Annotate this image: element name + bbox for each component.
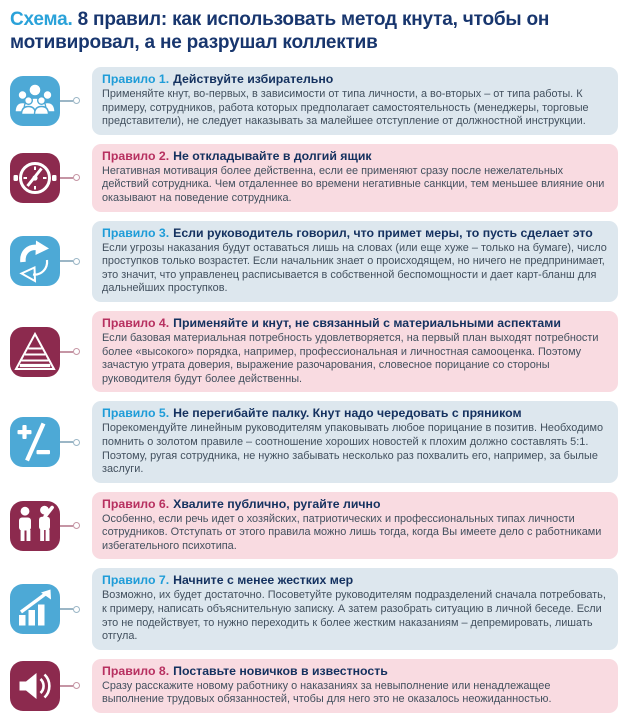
rule-row-4 (10, 311, 618, 392)
title-text: 8 правил: как использовать метод кнута, чтобы он мотивировал, а не разрушал коллектив (10, 9, 550, 53)
rule-label: Правило 8. (102, 663, 170, 678)
rule-label: Правило 3. (102, 225, 170, 240)
rule-body-text: Применяйте кнут, во-первых, в зависимости от типа личности, а во-вторых – от типа работы. К примеру, сотрудников, работа которых предполагает самостоятельность (менеджеры, торговые представители), не следует наказывать за малейшее отступление от должностной инструкции. (102, 88, 589, 128)
loudspeaker-icon (10, 661, 60, 711)
rule-block (92, 659, 618, 713)
connector-dot (73, 439, 80, 446)
rule-label: Правило 5. (102, 406, 170, 421)
rule-row-3 (10, 221, 618, 302)
rule-block (92, 568, 618, 649)
growth-chart-icon (10, 584, 60, 634)
title-prefix: Схема. (10, 9, 73, 30)
connector-dot (73, 606, 80, 613)
rule-label: Правило 6. (102, 496, 170, 511)
connector-line (60, 97, 92, 104)
rule-body-text: Сразу расскажите новому работнику о наказаниях за невыполнение или ненадлежащее выполнение трудовых обязанностей, чтобы для него это не оказалось неожиданностью. (102, 679, 552, 706)
rule-heading: Применяйте и кнут, не связанный с материальными аспектами (173, 315, 561, 330)
rule-body-text: Порекомендуйте линейным руководителям упаковывать любое порицание в позитив. Необходимо помнить о золотом правиле – соотношение хороших новостей к плохим должно составлять 5:1. Поэтому, ругая сотрудника, не нужно забывать несколько раз похвалить его, например, за былые заслуги. (102, 422, 604, 476)
two-people-icon (10, 501, 60, 551)
rule-block (92, 221, 618, 302)
plus-minus-icon (10, 417, 60, 467)
rule-block (92, 311, 618, 392)
rule-block (92, 401, 618, 482)
pyramid-icon (10, 327, 60, 377)
connector-dot (73, 97, 80, 104)
rule-body-text: Возможно, их будет достаточно. Посоветуйте руководителям подразделений сначала потребовать, к примеру, написать объяснительную записку. А затем разобрать ситуацию в личной беседе. Если это не подействует, то нужно переходить к более жестким наказаниям – депремировать, лишать отгула. (102, 589, 606, 643)
connector-dot (73, 348, 80, 355)
rule-body-text: Если угрозы наказания будут оставаться лишь на словах (или еще хуже – только на бумаге), число проступков только возрастет. Если начальник знает о происходящем, но ничего не предпринимает, это значит, что управленец расписывается в собственной беспомощности и дает карт-бланш для дальнейших проступков. (102, 241, 607, 295)
rule-block (92, 144, 618, 212)
connector-line (60, 174, 92, 181)
rule-row-8 (10, 659, 618, 713)
rule-heading: Не откладывайте в долгий ящик (173, 148, 372, 163)
connector-line (60, 348, 92, 355)
stopwatch-icon (10, 153, 60, 203)
rule-row-1 (10, 67, 618, 135)
rule-heading: Если руководитель говорил, что примет меры, то пусть сделает это (173, 225, 593, 240)
rule-body-text: Негативная мотивация более действенна, если ее применяют сразу после нежелательных действий сотрудника. Чем отдаленнее во времени негативные санкции, тем меньшее влияние они оказывают на поведение сотрудника. (102, 164, 605, 204)
rules-list (10, 67, 618, 713)
connector-line (60, 522, 92, 529)
rule-label: Правило 2. (102, 148, 170, 163)
connector-dot (73, 258, 80, 265)
connector-line (60, 682, 92, 689)
cycle-arrows-icon (10, 236, 60, 286)
people-group-icon (10, 76, 60, 126)
page-title (10, 8, 575, 54)
rule-label: Правило 1. (102, 72, 170, 86)
rule-body-text: Особенно, если речь идет о хозяйских, патриотических и профессиональных типах личности сотрудников. Отступать от этого правила можно лишь тогда, когда Вы имеете дело с работниками избегательного психотипа. (102, 512, 602, 552)
connector-line (60, 606, 92, 613)
rule-heading: Не перегибайте палку. Кнут надо чередовать с пряником (173, 406, 522, 421)
rule-heading: Хвалите публично, ругайте лично (173, 496, 381, 511)
connector-dot (73, 522, 80, 529)
rule-row-7 (10, 568, 618, 649)
rule-heading: Действуйте избирательно (173, 72, 334, 86)
connector-line (60, 258, 92, 265)
rule-block (92, 492, 618, 560)
rule-row-2 (10, 144, 618, 212)
rule-heading: Поставьте новичков в известность (173, 663, 388, 678)
connector-line (60, 439, 92, 446)
rule-row-6 (10, 492, 618, 560)
rule-label: Правило 7. (102, 573, 170, 588)
rule-label: Правило 4. (102, 315, 170, 330)
connector-dot (73, 682, 80, 689)
connector-dot (73, 174, 80, 181)
rule-heading: Начните с менее жестких мер (173, 573, 354, 588)
rule-block (92, 67, 618, 135)
rule-row-5 (10, 401, 618, 482)
rule-body-text: Если базовая материальная потребность удовлетворяется, на первый план выходят потребности более «высокого» порядка, например, профессиональная и личностная самооценка. Поэтому зачастую утрата доверия, выражение разочарования, словесное порицание со стороны руководителя будут более действенны. (102, 331, 599, 385)
